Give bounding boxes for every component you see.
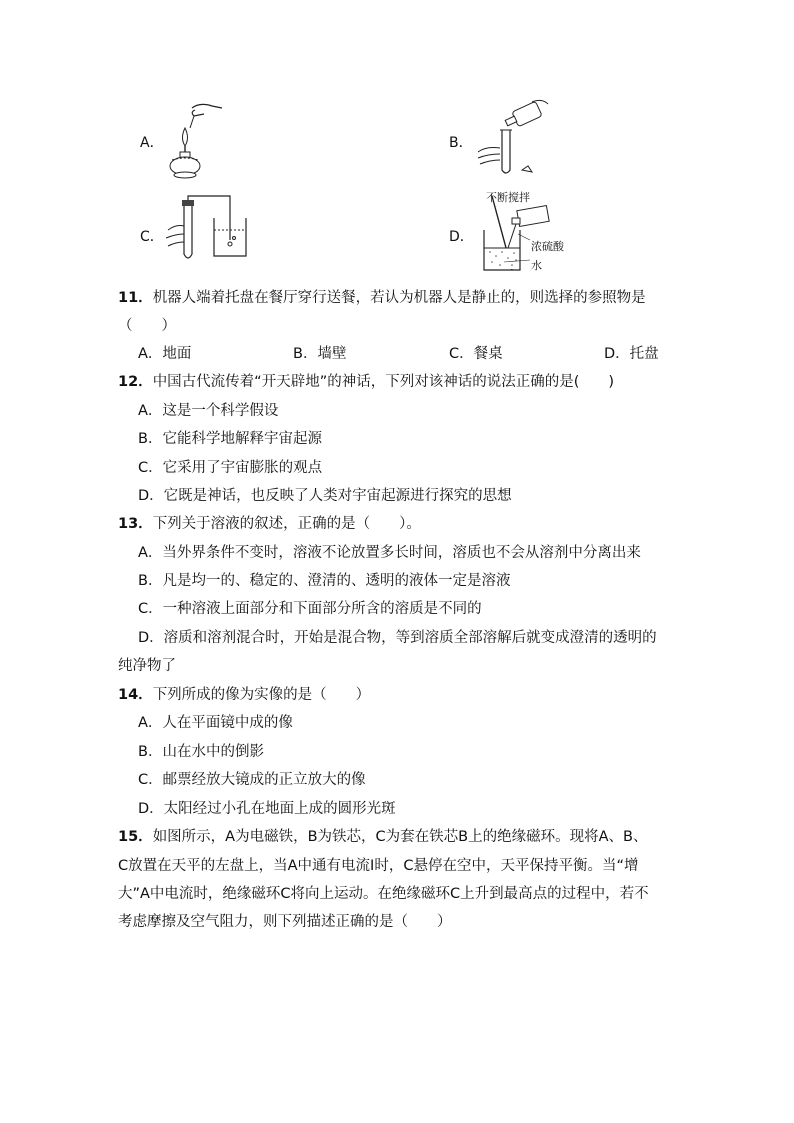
label-water: 水: [531, 259, 542, 272]
question-14: [118, 683, 370, 704]
label-stir: 不断搅拌: [486, 191, 530, 204]
pour-liquid-test-tube-figure: [472, 96, 552, 182]
question-13-number: 13．: [118, 516, 153, 532]
question-13: [118, 512, 421, 533]
q13-option-d[interactable]: D．溶质和溶剂混合时，开始是混合物，等到溶质全部溶解后就变成澄清的透明的: [138, 630, 657, 646]
question-11-paren: （ ）: [118, 318, 176, 334]
q12-option-d[interactable]: D．它既是神话，也反映了人类对宇宙起源进行探究的思想: [138, 488, 512, 504]
label-concentrated-acid: 浓硫酸: [531, 240, 564, 253]
question-12-number: 12．: [118, 374, 153, 390]
q12-option-a[interactable]: A．这是一个科学假设: [138, 403, 279, 419]
question-15-line-2: C放置在天平的左盘上，当A中通有电流I时，C悬停在空中，天平保持平衡。当“增: [118, 858, 639, 874]
question-12: [118, 370, 614, 391]
q13-option-a[interactable]: A．当外界条件不变时，溶液不论放置多长时间，溶质也不会从溶剂中分离出来: [138, 545, 641, 561]
q14-option-c[interactable]: C．邮票经放大镜成的正立放大的像: [138, 772, 366, 788]
q13-option-d-continued: 纯净物了: [118, 658, 176, 674]
question-15-line-4: 考虑摩擦及空气阻力，则下列描述正确的是（ ）: [118, 914, 452, 930]
q11-option-c[interactable]: C．餐桌: [449, 346, 503, 362]
question-11-text: 机器人端着托盘在餐厅穿行送餐，若认为机器人是静止的，则选择的参照物是: [152, 290, 646, 306]
question-15-line-1: 如图所示，A为电磁铁，B为铁芯，C为套在铁芯B上的绝缘磁环。现将A、B、: [152, 829, 648, 845]
q14-option-a[interactable]: A．人在平面镜中成的像: [138, 715, 293, 731]
question-13-text: 下列关于溶液的叙述，正确的是（ ）。: [152, 516, 421, 532]
question-11-number: 11．: [118, 290, 153, 306]
q13-option-b[interactable]: B．凡是均一的、稳定的、澄清的、透明的液体一定是溶液: [138, 573, 511, 589]
q12-option-c[interactable]: C．它采用了宇宙膨胀的观点: [138, 460, 323, 476]
option-a-label: A．: [140, 135, 164, 151]
question-15-line-3: 大”A中电流时，绝缘磁环C将向上运动。在绝缘磁环C上升到最高点的过程中，若不: [118, 886, 649, 902]
question-12-text: 中国古代流传着“开天辟地”的神话，下列对该神话的说法正确的是( ): [152, 374, 615, 390]
alcohol-lamp-lighting-figure: [160, 98, 230, 180]
q11-option-d[interactable]: D．托盘: [604, 346, 659, 362]
q12-option-b[interactable]: B．它能科学地解释宇宙起源: [138, 431, 322, 447]
option-c-label: C．: [140, 229, 164, 245]
q11-option-a[interactable]: A．地面: [138, 346, 192, 362]
option-b-label: B．: [449, 135, 473, 151]
gas-tightness-check-figure: [162, 194, 252, 274]
q14-option-b[interactable]: B．山在水中的倒影: [138, 744, 264, 760]
q14-option-d[interactable]: D．太阳经过小孔在地面上成的圆形光斑: [138, 801, 396, 817]
option-d-label: D．: [449, 229, 474, 245]
q13-option-c[interactable]: C．一种溶液上面部分和下面部分所含的溶质是不同的: [138, 601, 482, 617]
q11-option-b[interactable]: B．墙壁: [293, 346, 347, 362]
question-14-number: 14．: [118, 687, 153, 703]
question-11: [118, 286, 646, 307]
question-15: [118, 825, 648, 846]
question-14-text: 下列所成的像为实像的是（ ）: [152, 687, 371, 703]
question-15-number: 15．: [118, 829, 153, 845]
